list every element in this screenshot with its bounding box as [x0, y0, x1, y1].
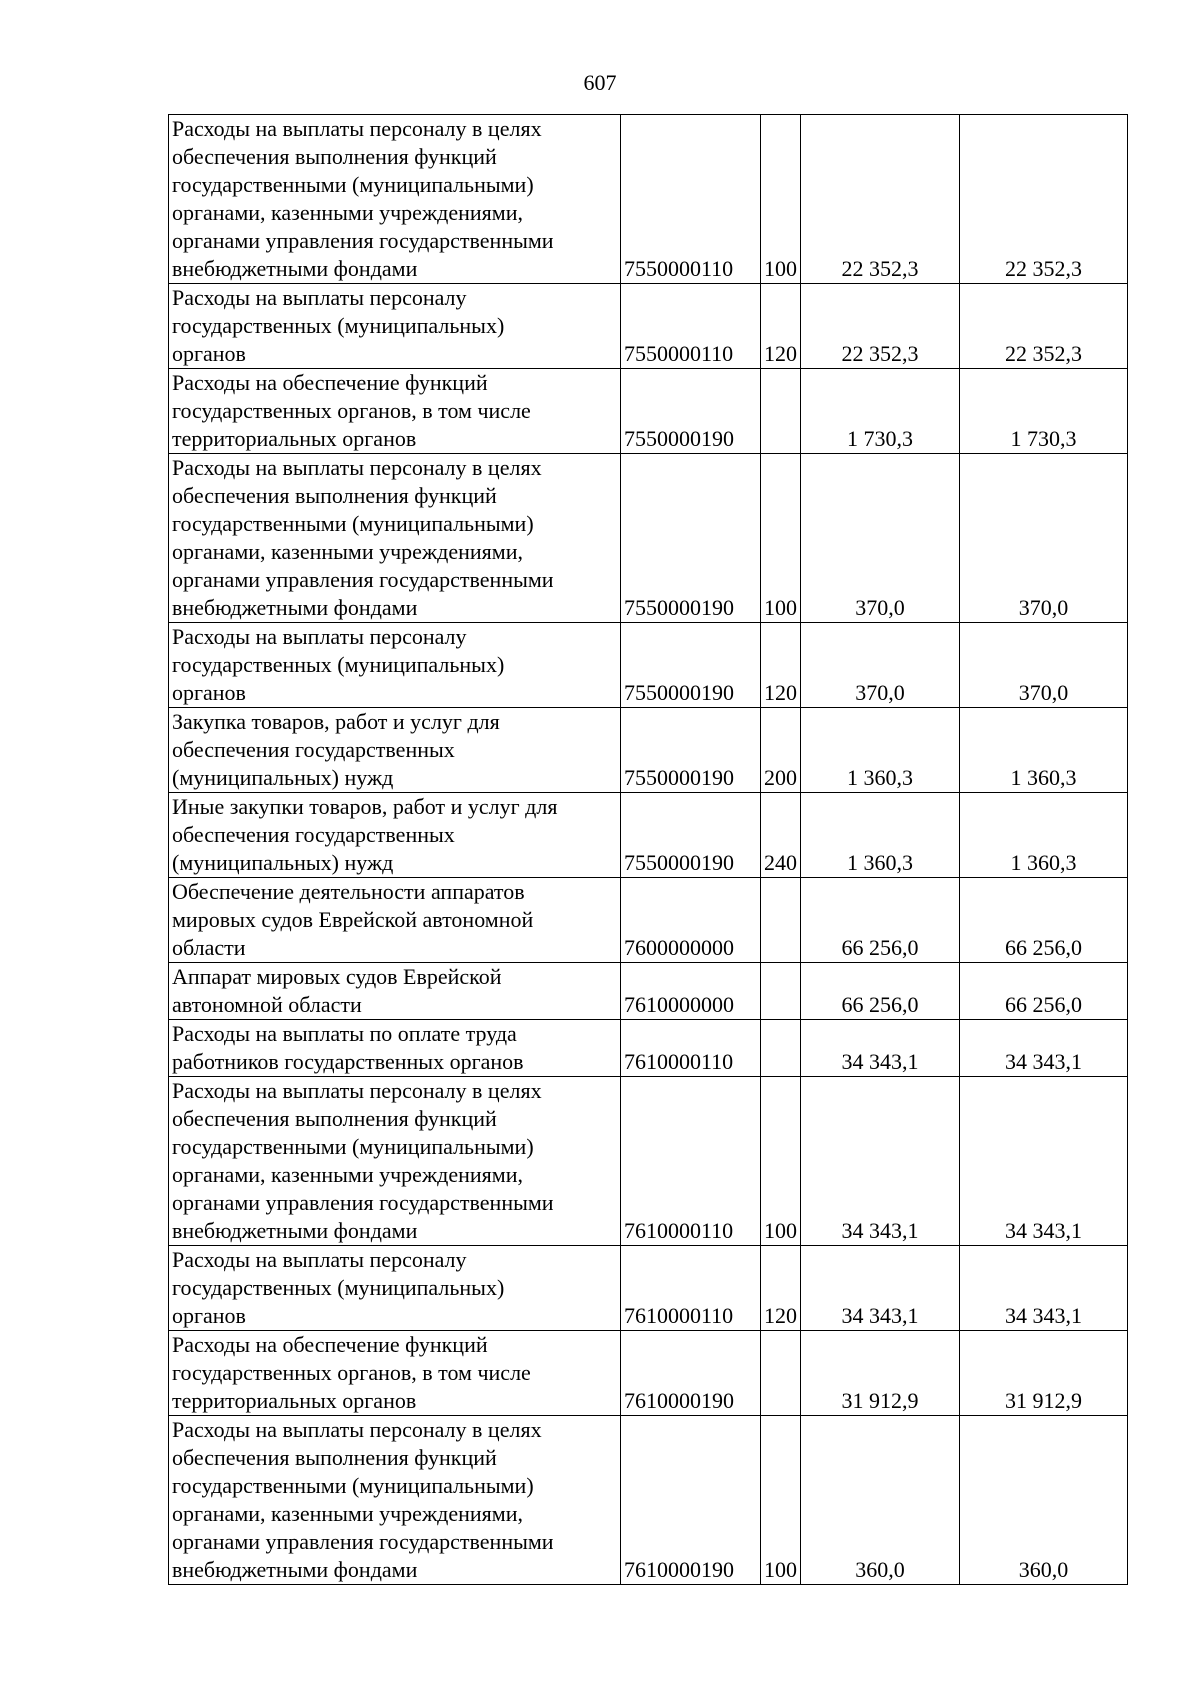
- amount-cell-1: 66 256,0: [801, 878, 960, 963]
- expense-type-cell: 100: [761, 115, 801, 284]
- target-code-cell: 7610000110: [621, 1246, 761, 1331]
- expense-type-cell: [761, 963, 801, 1020]
- expense-type-cell: [761, 1020, 801, 1077]
- table-row: [169, 708, 1128, 793]
- table-row: [169, 1331, 1128, 1416]
- amount-cell-1: 22 352,3: [801, 115, 960, 284]
- budget-table: [168, 114, 1128, 1585]
- target-code-cell: 7550000190: [621, 369, 761, 454]
- amount-cell-2: 66 256,0: [960, 878, 1128, 963]
- table-row: [169, 878, 1128, 963]
- target-code-cell: 7610000190: [621, 1416, 761, 1585]
- table-row: [169, 623, 1128, 708]
- expense-name-cell: Иные закупки товаров, работ и услуг для обеспечения государственных (муниципальных) нужд: [169, 793, 621, 878]
- target-code-cell: 7550000190: [621, 454, 761, 623]
- table-row: [169, 1077, 1128, 1246]
- expense-type-cell: 120: [761, 284, 801, 369]
- amount-cell-2: 31 912,9: [960, 1331, 1128, 1416]
- amount-cell-1: 370,0: [801, 454, 960, 623]
- amount-cell-1: 66 256,0: [801, 963, 960, 1020]
- amount-cell-2: 34 343,1: [960, 1020, 1128, 1077]
- amount-cell-2: 34 343,1: [960, 1077, 1128, 1246]
- expense-name-cell: Расходы на выплаты персоналу в целях обеспечения выполнения функций государственными (муниципальными) органами, казенными учреждениями, органами управления государственными внебюджетными фондами: [169, 454, 621, 623]
- amount-cell-2: 370,0: [960, 623, 1128, 708]
- expense-type-cell: [761, 878, 801, 963]
- target-code-cell: 7610000000: [621, 963, 761, 1020]
- expense-type-cell: 100: [761, 454, 801, 623]
- target-code-cell: 7610000110: [621, 1020, 761, 1077]
- amount-cell-2: 1 360,3: [960, 708, 1128, 793]
- amount-cell-2: 22 352,3: [960, 284, 1128, 369]
- amount-cell-1: 22 352,3: [801, 284, 960, 369]
- table-row: [169, 115, 1128, 284]
- amount-cell-1: 34 343,1: [801, 1246, 960, 1331]
- expense-type-cell: 120: [761, 623, 801, 708]
- expense-type-cell: 120: [761, 1246, 801, 1331]
- amount-cell-1: 31 912,9: [801, 1331, 960, 1416]
- amount-cell-1: 1 360,3: [801, 793, 960, 878]
- table-row: [169, 454, 1128, 623]
- amount-cell-2: 1 730,3: [960, 369, 1128, 454]
- expense-type-cell: [761, 1331, 801, 1416]
- expense-type-cell: 100: [761, 1077, 801, 1246]
- target-code-cell: 7550000190: [621, 708, 761, 793]
- amount-cell-1: 370,0: [801, 623, 960, 708]
- expense-name-cell: Расходы на выплаты персоналу в целях обеспечения выполнения функций государственными (муниципальными) органами, казенными учреждениями, органами управления государственными внебюджетными фондами: [169, 1416, 621, 1585]
- expense-name-cell: Расходы на обеспечение функций государственных органов, в том числе территориальных органов: [169, 1331, 621, 1416]
- table-row: [169, 369, 1128, 454]
- expense-name-cell: Расходы на выплаты по оплате труда работников государственных органов: [169, 1020, 621, 1077]
- expense-name-cell: Аппарат мировых судов Еврейской автономной области: [169, 963, 621, 1020]
- amount-cell-1: 360,0: [801, 1416, 960, 1585]
- budget-table-body: [169, 115, 1128, 1585]
- amount-cell-2: 22 352,3: [960, 115, 1128, 284]
- table-row: [169, 963, 1128, 1020]
- expense-name-cell: Расходы на выплаты персоналу в целях обеспечения выполнения функций государственными (муниципальными) органами, казенными учреждениями, органами управления государственными внебюджетными фондами: [169, 115, 621, 284]
- amount-cell-1: 34 343,1: [801, 1020, 960, 1077]
- expense-name-cell: Расходы на выплаты персоналу государственных (муниципальных) органов: [169, 1246, 621, 1331]
- expense-name-cell: Расходы на обеспечение функций государственных органов, в том числе территориальных органов: [169, 369, 621, 454]
- expense-type-cell: 100: [761, 1416, 801, 1585]
- amount-cell-2: 370,0: [960, 454, 1128, 623]
- target-code-cell: 7600000000: [621, 878, 761, 963]
- table-row: [169, 793, 1128, 878]
- expense-name-cell: Обеспечение деятельности аппаратов мировых судов Еврейской автономной области: [169, 878, 621, 963]
- table-row: [169, 1246, 1128, 1331]
- table-row: [169, 284, 1128, 369]
- amount-cell-1: 1 360,3: [801, 708, 960, 793]
- expense-name-cell: Расходы на выплаты персоналу государственных (муниципальных) органов: [169, 284, 621, 369]
- amount-cell-2: 360,0: [960, 1416, 1128, 1585]
- expense-type-cell: 240: [761, 793, 801, 878]
- amount-cell-1: 34 343,1: [801, 1077, 960, 1246]
- expense-name-cell: Расходы на выплаты персоналу в целях обеспечения выполнения функций государственными (муниципальными) органами, казенными учреждениями, органами управления государственными внебюджетными фондами: [169, 1077, 621, 1246]
- table-row: [169, 1020, 1128, 1077]
- table-row: [169, 1416, 1128, 1585]
- amount-cell-2: 1 360,3: [960, 793, 1128, 878]
- target-code-cell: 7550000110: [621, 115, 761, 284]
- amount-cell-2: 66 256,0: [960, 963, 1128, 1020]
- page-number: 607: [583, 70, 617, 95]
- expense-name-cell: Закупка товаров, работ и услуг для обеспечения государственных (муниципальных) нужд: [169, 708, 621, 793]
- target-code-cell: 7550000190: [621, 793, 761, 878]
- amount-cell-2: 34 343,1: [960, 1246, 1128, 1331]
- expense-type-cell: 200: [761, 708, 801, 793]
- target-code-cell: 7610000110: [621, 1077, 761, 1246]
- target-code-cell: 7550000110: [621, 284, 761, 369]
- amount-cell-1: 1 730,3: [801, 369, 960, 454]
- expense-name-cell: Расходы на выплаты персоналу государственных (муниципальных) органов: [169, 623, 621, 708]
- target-code-cell: 7610000190: [621, 1331, 761, 1416]
- expense-type-cell: [761, 369, 801, 454]
- target-code-cell: 7550000190: [621, 623, 761, 708]
